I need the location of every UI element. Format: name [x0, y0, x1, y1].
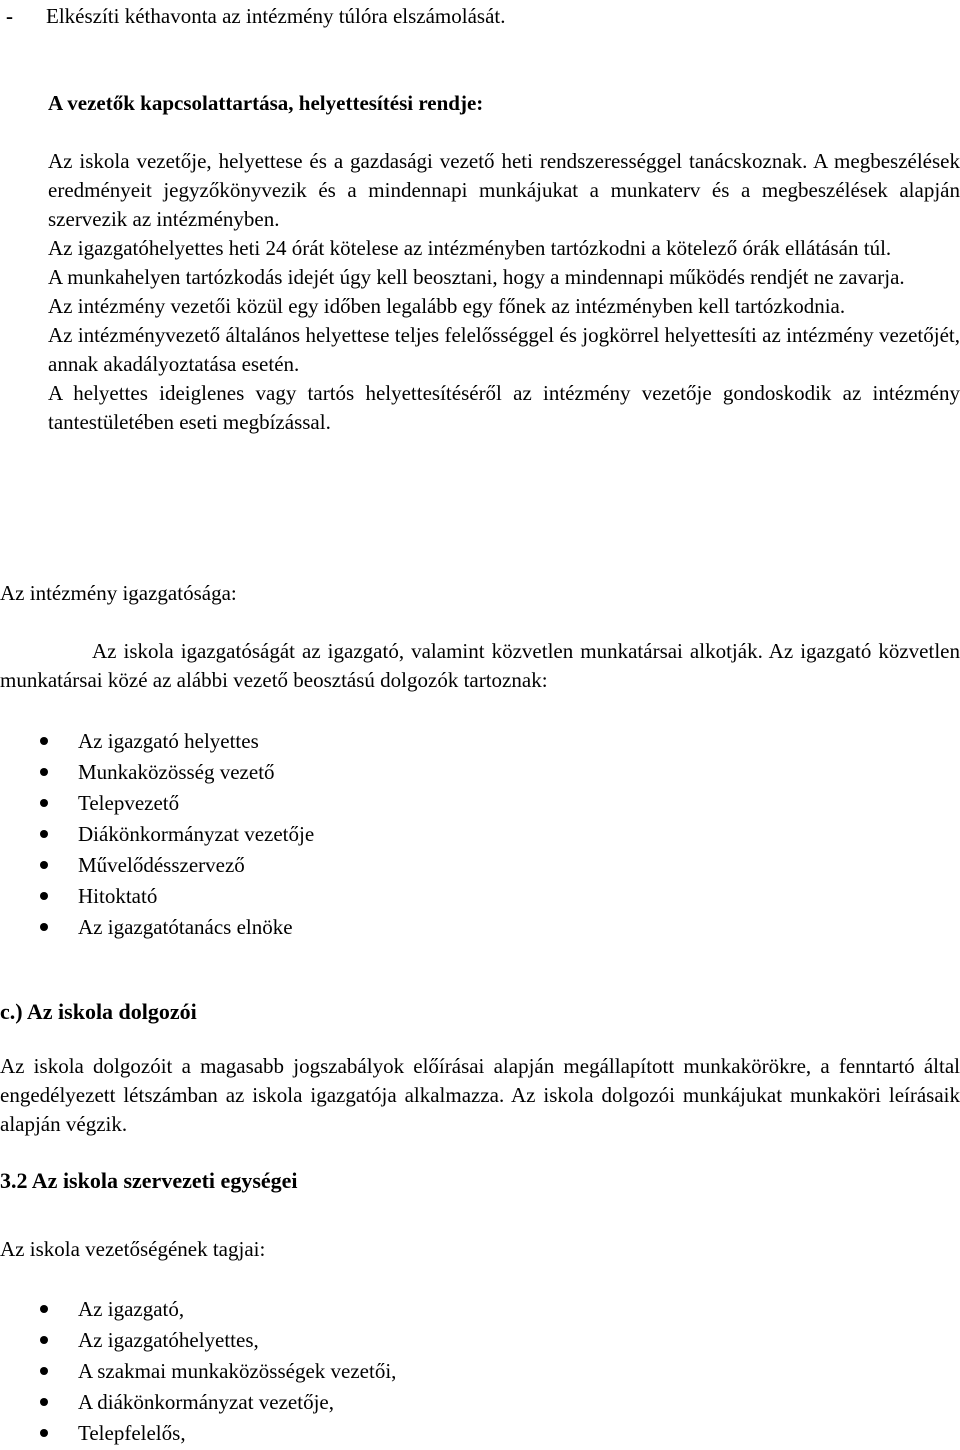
- bullet-icon: [40, 1398, 48, 1406]
- section-heading-management: Az intézmény igazgatósága:: [0, 581, 237, 605]
- management-list: [0, 726, 960, 943]
- paragraph: Az iskola dolgozóit a magasabb jogszabályok előírásai alapján megállapított munkakörökre, a fenntartó által engedélyezett létszámban az iskola igazgatója alkalmazza. Az iskola dolgozói munkájukat munkaköri leírásaik alapján végzik.: [0, 1054, 960, 1136]
- list-item: [0, 912, 960, 943]
- list-item: [0, 1294, 960, 1325]
- paragraph: Az iskola igazgatóságát az igazgató, valamint közvetlen munkatársai alkotják. Az igazgató közvetlen munkatársai közé az alábbi vezető beosztású dolgozók tartoznak:: [0, 639, 960, 692]
- list-item: [0, 1387, 960, 1418]
- units-subheading: Az iskola vezetőségének tagjai:: [0, 1237, 266, 1261]
- bullet-icon: [40, 923, 48, 931]
- list-item-text: Az igazgató,: [78, 1297, 185, 1321]
- list-item: [0, 819, 960, 850]
- units-list: [0, 1294, 960, 1449]
- paragraph: Az iskola vezetője, helyettese és a gazdasági vezető heti rendszerességgel tanácskoznak. A megbeszélések eredményeit jegyzőkönyvezik és a mindennapi munkájukat a munkaterv és a megbeszélések alapján szervezik az intézményben.: [48, 149, 960, 231]
- list-item: [0, 726, 960, 757]
- dash-marker: -: [6, 4, 13, 28]
- section-heading-contact: A vezetők kapcsolattartása, helyettesítési rendje:: [48, 91, 484, 115]
- list-item: [0, 881, 960, 912]
- list-item-text: Diákönkormányzat vezetője: [78, 822, 315, 846]
- bullet-icon: [40, 1336, 48, 1344]
- list-item-text: Telepfelelős,: [78, 1421, 186, 1445]
- bullet-icon: [40, 830, 48, 838]
- dash-list-item: [0, 2, 960, 31]
- paragraph: A munkahelyen tartózkodás idejét úgy kell beosztani, hogy a mindennapi működés rendjét ne zavarja.: [48, 265, 905, 289]
- bullet-icon: [40, 1305, 48, 1313]
- list-item-text: A szakmai munkaközösségek vezetői,: [78, 1359, 397, 1383]
- list-item-text: Munkaközösség vezető: [78, 760, 275, 784]
- bullet-icon: [40, 1367, 48, 1375]
- section-heading-staff: c.) Az iskola dolgozói: [0, 999, 197, 1024]
- bullet-icon: [40, 799, 48, 807]
- list-item-text: Művelődésszervező: [78, 853, 245, 877]
- list-item: [0, 788, 960, 819]
- staff-paragraph: [0, 1052, 960, 1139]
- list-item-text: Az igazgatóhelyettes,: [78, 1328, 259, 1352]
- bullet-icon: [40, 737, 48, 745]
- list-item: [0, 1418, 960, 1449]
- list-item-text: Telepvezető: [78, 791, 180, 815]
- section-heading-units: 3.2 Az iskola szervezeti egységei: [0, 1168, 298, 1193]
- contact-paragraphs: [48, 147, 960, 437]
- paragraph: Az intézményvezető általános helyettese teljes felelősséggel és jogkörrel helyettesíti az intézmény vezetőjét, annak akadályoztatása esetén.: [48, 323, 960, 376]
- bullet-icon: [40, 861, 48, 869]
- list-item-text: Hitoktató: [78, 884, 158, 908]
- paragraph: Az igazgatóhelyettes heti 24 órát kötelese az intézményben tartózkodni a kötelező órák ellátásán túl.: [48, 236, 892, 260]
- list-item: [0, 1356, 960, 1387]
- paragraph: A helyettes ideiglenes vagy tartós helyettesítéséről az intézmény vezetője gondoskodik az intézmény tantestületében eseti megbízással.: [48, 381, 960, 434]
- management-paragraph: [0, 637, 960, 695]
- list-item-text: A diákönkormányzat vezetője,: [78, 1390, 334, 1414]
- list-item-text: Az igazgató helyettes: [78, 729, 259, 753]
- list-item: [0, 1325, 960, 1356]
- list-item-text: Az igazgatótanács elnöke: [78, 915, 293, 939]
- list-item: [0, 757, 960, 788]
- paragraph: Az intézmény vezetői közül egy időben legalább egy főnek az intézményben kell tartózkodnia.: [48, 294, 846, 318]
- list-item: [0, 850, 960, 881]
- bullet-icon: [40, 768, 48, 776]
- dash-item-text: Elkészíti kéthavonta az intézmény túlóra elszámolását.: [46, 4, 506, 28]
- bullet-icon: [40, 1429, 48, 1437]
- bullet-icon: [40, 892, 48, 900]
